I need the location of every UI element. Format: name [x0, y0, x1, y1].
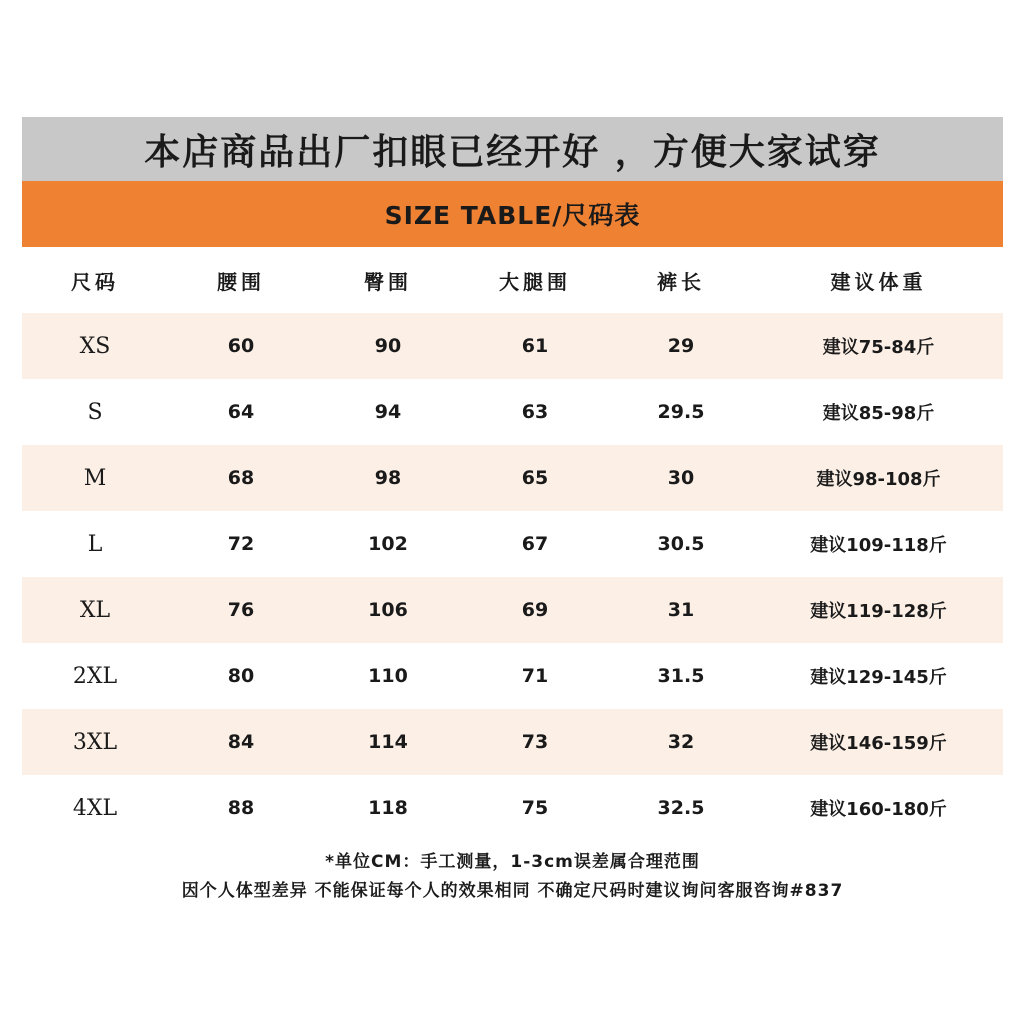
header-waist: 腰围 [217, 269, 265, 294]
table-row [22, 577, 1003, 643]
store-notice-text: 本店商品出厂扣眼已经开好 ，方便大家试穿 [144, 131, 881, 173]
hip-cell: 118 [368, 797, 408, 819]
header-weight: 建议体重 [830, 269, 927, 294]
weight-cell: 建议146-159斤 [810, 733, 947, 754]
thigh-cell: 67 [521, 533, 549, 555]
size-table-title: SIZE TABLE/尺码表 [384, 201, 641, 230]
store-notice-banner [22, 117, 1003, 181]
thigh-cell: 75 [521, 797, 549, 819]
measurement-note: *单位CM：手工测量，1-3cm误差属合理范围 [325, 852, 700, 872]
size-table [22, 247, 1003, 841]
weight-cell: 建议119-128斤 [810, 601, 947, 622]
table-row [22, 379, 1003, 445]
size-notes [22, 848, 1003, 906]
thigh-cell: 63 [521, 401, 549, 423]
size-cell: 3XL [72, 729, 118, 755]
hip-cell: 102 [368, 533, 408, 555]
length-cell: 29.5 [657, 401, 705, 423]
weight-cell: 建议85-98斤 [822, 403, 935, 424]
length-cell: 29 [667, 335, 695, 357]
header-hip: 臀围 [364, 269, 412, 294]
waist-cell: 84 [227, 731, 255, 753]
hip-cell: 110 [368, 665, 408, 687]
weight-cell: 建议75-84斤 [822, 337, 935, 358]
table-row [22, 709, 1003, 775]
hip-cell: 98 [374, 467, 402, 489]
waist-cell: 60 [227, 335, 255, 357]
table-row [22, 313, 1003, 379]
length-cell: 31.5 [657, 665, 705, 687]
length-cell: 32 [667, 731, 695, 753]
table-row [22, 445, 1003, 511]
hip-cell: 106 [368, 599, 408, 621]
weight-cell: 建议160-180斤 [810, 799, 947, 820]
table-row [22, 511, 1003, 577]
length-cell: 32.5 [657, 797, 705, 819]
hip-cell: 94 [374, 401, 402, 423]
size-cell: XS [79, 333, 111, 359]
table-header-row [22, 247, 1003, 313]
thigh-cell: 71 [521, 665, 549, 687]
size-cell: XL [79, 597, 111, 623]
length-cell: 30 [667, 467, 695, 489]
size-cell: 4XL [72, 795, 118, 821]
weight-cell: 建议109-118斤 [810, 535, 947, 556]
table-row [22, 775, 1003, 841]
weight-cell: 建议98-108斤 [816, 469, 941, 490]
size-cell: 2XL [72, 663, 118, 689]
waist-cell: 68 [227, 467, 255, 489]
size-table-title-banner [22, 181, 1003, 247]
size-cell: M [83, 465, 107, 491]
weight-cell: 建议129-145斤 [810, 667, 947, 688]
table-row [22, 643, 1003, 709]
waist-cell: 72 [227, 533, 255, 555]
header-size: 尺码 [71, 269, 119, 294]
hip-cell: 114 [368, 731, 408, 753]
header-length: 裤长 [657, 269, 705, 294]
header-thigh: 大腿围 [499, 269, 571, 294]
thigh-cell: 73 [521, 731, 549, 753]
waist-cell: 64 [227, 401, 255, 423]
length-cell: 30.5 [657, 533, 705, 555]
hip-cell: 90 [374, 335, 402, 357]
waist-cell: 80 [227, 665, 255, 687]
size-cell: S [87, 399, 103, 425]
size-cell: L [87, 531, 103, 557]
waist-cell: 88 [227, 797, 255, 819]
thigh-cell: 69 [521, 599, 549, 621]
waist-cell: 76 [227, 599, 255, 621]
fit-disclaimer-note: 因个人体型差异 不能保证每个人的效果相同 不确定尺码时建议询问客服咨询#837 [181, 881, 844, 901]
length-cell: 31 [667, 599, 695, 621]
thigh-cell: 61 [521, 335, 549, 357]
thigh-cell: 65 [521, 467, 549, 489]
